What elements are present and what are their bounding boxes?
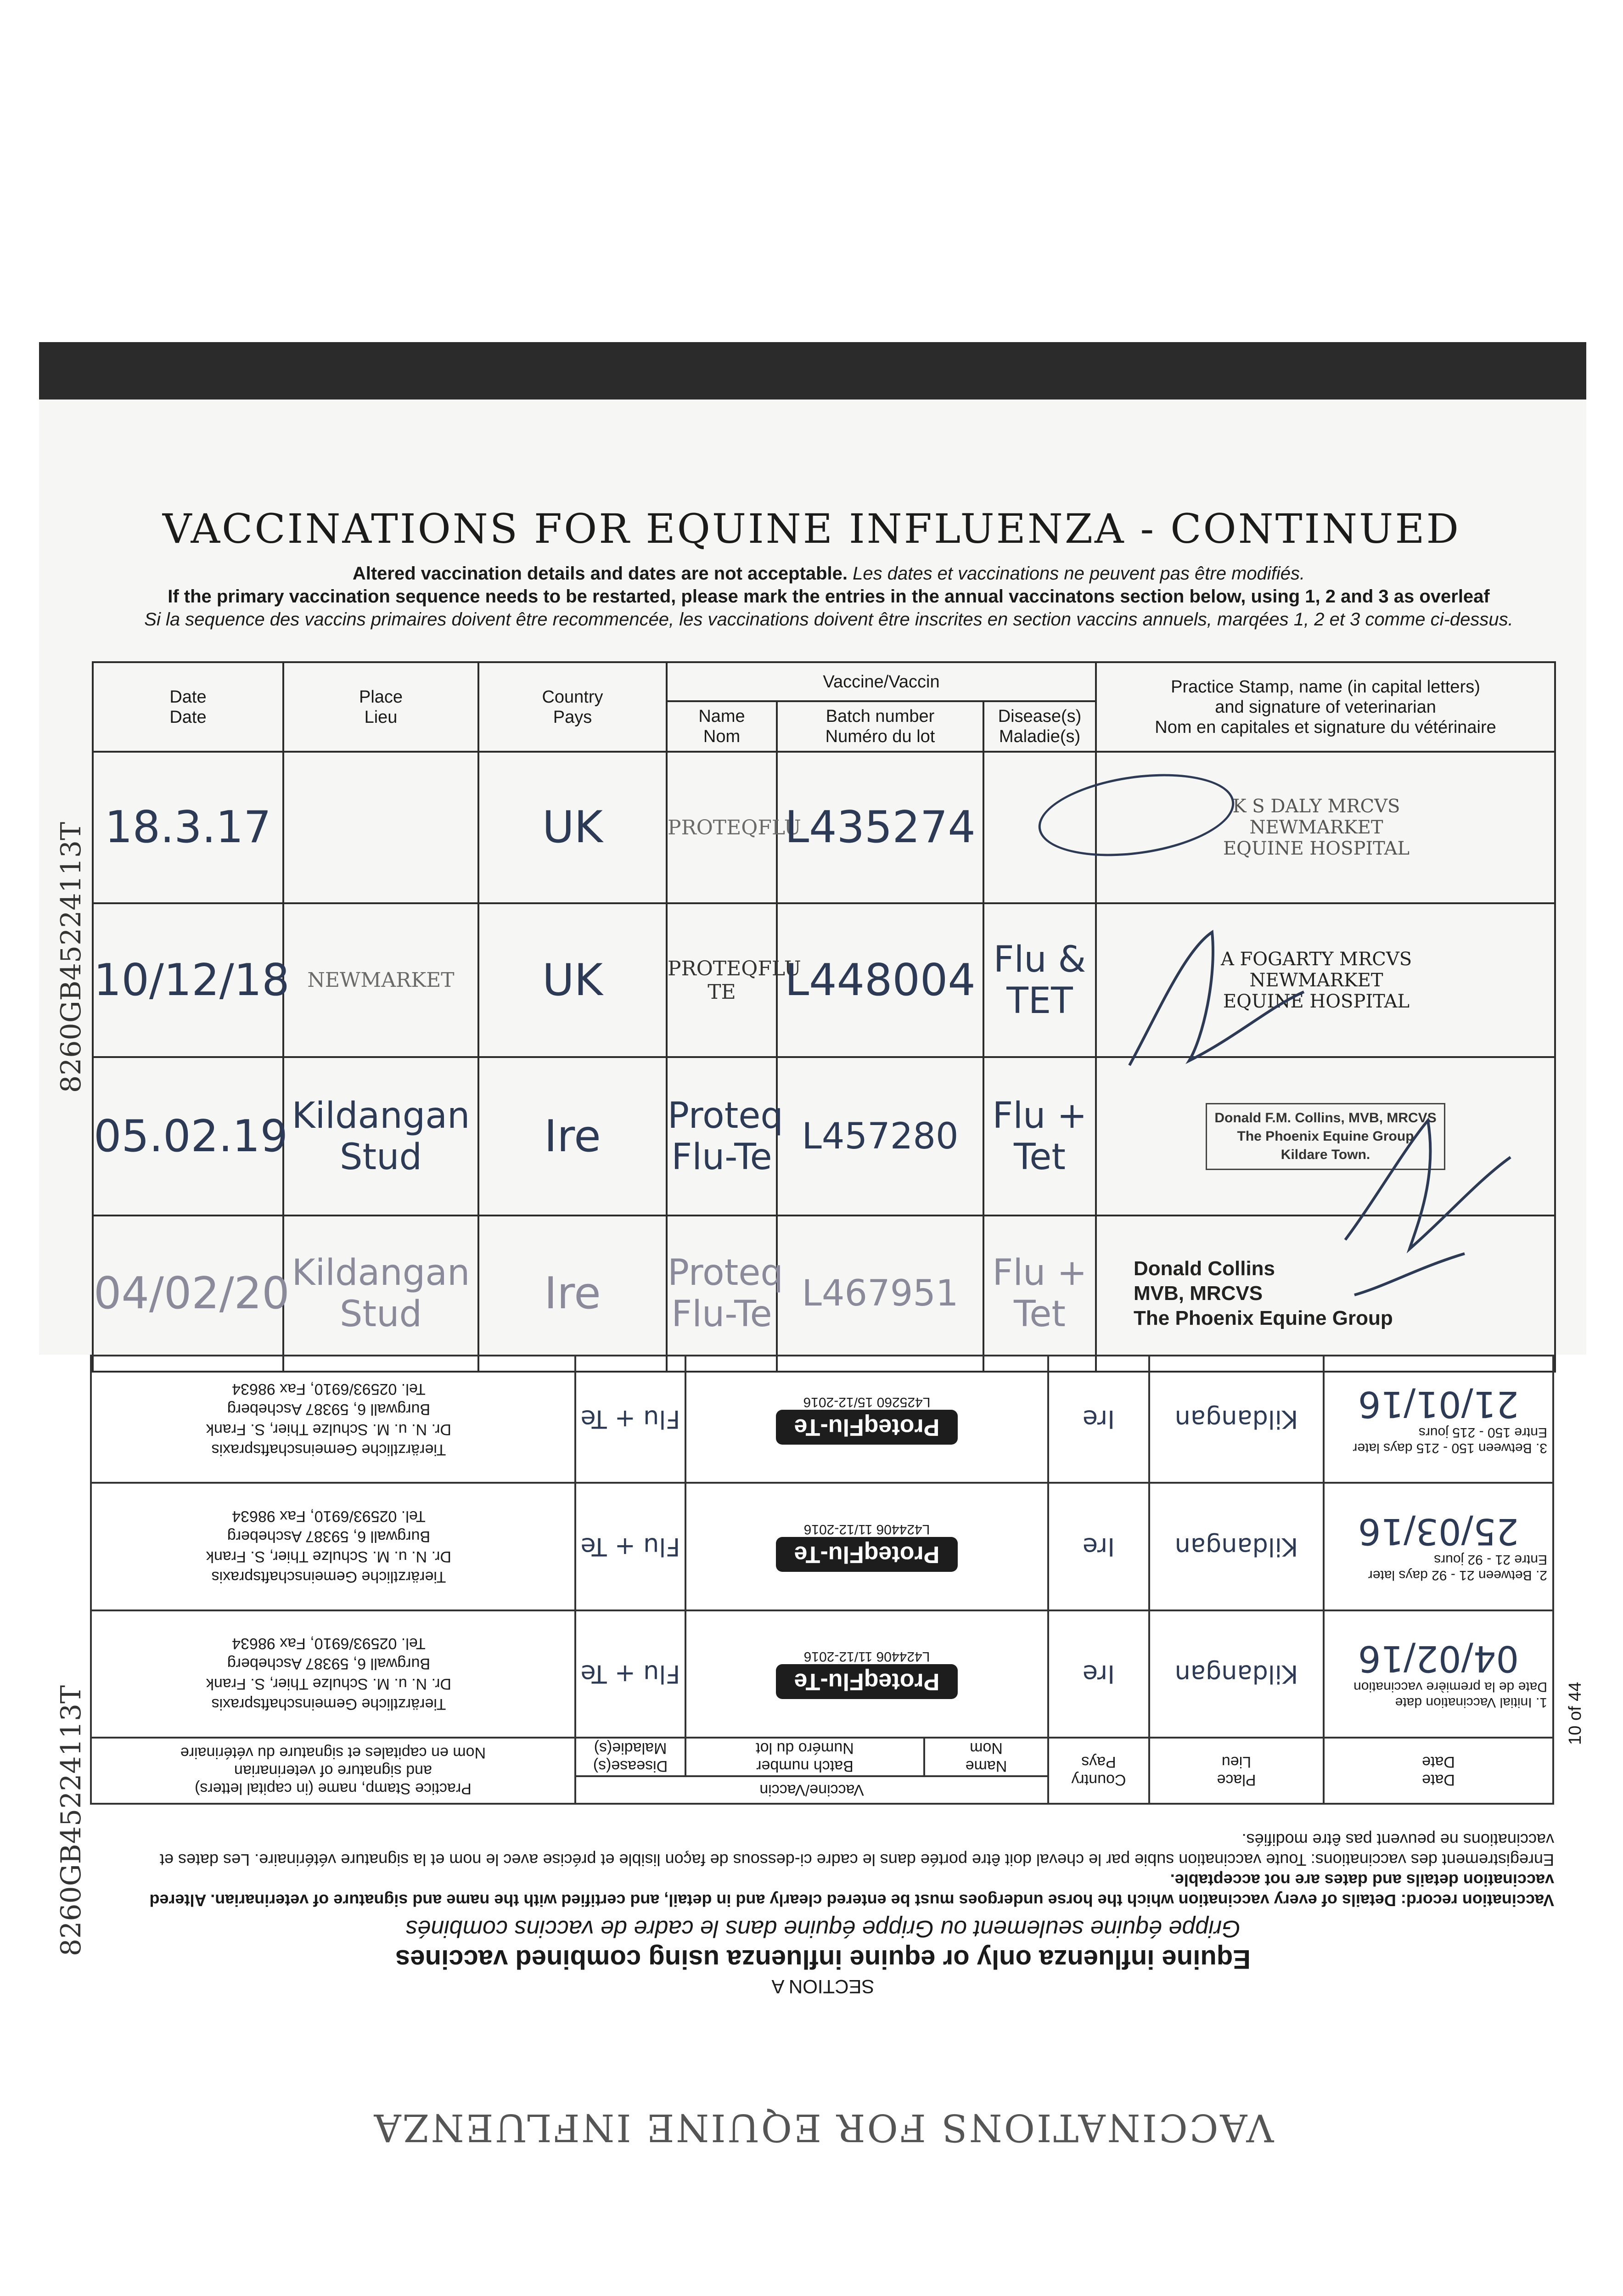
- cell-date: 10/12/18: [93, 903, 283, 1057]
- cell-vaccine: [685, 1610, 1048, 1738]
- batch-sticker: L425260 15/12-2016: [803, 1394, 931, 1410]
- col-stamp: Practice Stamp, name (in capital letters) and signature of veterinarian Nom en capitales et signature du vétérinaire: [91, 1738, 575, 1804]
- cell-vaccine-name: Proteq Flu-Te: [667, 1216, 777, 1372]
- cell-place: Kildangan Stud: [283, 1216, 478, 1372]
- cell-place: Kildangan Stud: [283, 1057, 478, 1216]
- cell-country: Ire: [1048, 1610, 1149, 1738]
- section-heading: Equine influenza only or equine influenza using combined vaccines: [395, 1944, 1251, 1974]
- cell-place: Kildangan: [1149, 1483, 1324, 1610]
- cell-disease: Flu & TET: [983, 903, 1096, 1057]
- col-batch: Batch number Numéro du lot: [685, 1738, 924, 1776]
- section-label: SECTION A: [771, 1976, 875, 1998]
- side-code-lower: 8260GB45224113T: [55, 1685, 87, 1956]
- record-note-en: Vaccination record: Details of every vaccination which the horse undergoes must be entered clearly and in detail, and certified with the name and signature of veterinarian. Altered vaccination details and dates are not acceptable.: [149, 1871, 1554, 1910]
- cell-disease: Flu + Tet: [983, 1216, 1096, 1372]
- cell-date: 1. Initial Vaccination date Date de la première vaccination 04/02/16: [1324, 1610, 1553, 1738]
- batch-sticker: L424406 11/12-2016: [803, 1522, 930, 1537]
- proteq-label: ProteqFlu-Te: [776, 1664, 958, 1699]
- cell-vaccine: [685, 1483, 1048, 1610]
- proteq-label: ProteqFlu-Te: [776, 1410, 958, 1445]
- batch-sticker: L424406 11/12-2016: [803, 1649, 930, 1665]
- cell-disease: Flu + Te: [575, 1483, 685, 1610]
- cell-place: Kildangan: [1149, 1356, 1324, 1483]
- signature-mark: [1120, 923, 1313, 1075]
- side-code-upper: 8260GB45224113T: [55, 822, 87, 1093]
- cell-disease: Flu + Te: [575, 1356, 685, 1483]
- cell-date: 04/02/20: [93, 1216, 283, 1372]
- vaccination-table: [92, 661, 1556, 1373]
- record-note: [92, 1829, 1554, 1910]
- cell-vaccine-name: PROTEQFLU TE: [667, 903, 777, 1057]
- signature-mark: [1331, 1111, 1524, 1263]
- col-place: Place Lieu: [283, 662, 478, 752]
- col-name: Name Nom: [667, 701, 777, 752]
- cell-place: NEWMARKET: [283, 903, 478, 1057]
- cell-country: Ire: [478, 1216, 667, 1372]
- cell-date: 18.3.17: [93, 752, 283, 903]
- cell-vet-stamp: A FOGARTY MRCVS NEWMARKET EQUINE HOSPITAL: [1096, 903, 1555, 1057]
- section-heading-fr: Grippe équine seulement ou Grippe équine dans le cadre de vaccins combinés: [405, 1915, 1241, 1942]
- signature-mark: [1350, 1249, 1469, 1304]
- col-date: Date Date: [1324, 1738, 1553, 1804]
- col-name: Name Nom: [924, 1738, 1048, 1776]
- col-place: Place Lieu: [1149, 1738, 1324, 1804]
- cell-date: 05.02.19: [93, 1057, 283, 1216]
- col-disease: Disease(s) Maladie(s): [983, 701, 1096, 752]
- altered-note: [106, 563, 1552, 585]
- col-country: Country Pays: [478, 662, 667, 752]
- lower-page-title: VACCINATIONS FOR EQUINE INFLUENZA: [372, 2105, 1274, 2149]
- cell-vet-stamp: Tierärztliche Gemeinschaftspraxis Dr. N. u. M. Schulze Thier, S. Frank Burgwall 6, 59387 Ascheberg Tel. 02593/6910, Fax 98634: [91, 1356, 575, 1483]
- cell-vaccine: [685, 1356, 1048, 1483]
- header-row: [93, 662, 1555, 701]
- cell-country: UK: [478, 903, 667, 1057]
- cell-vet-stamp: K S DALY MRCVS NEWMARKET EQUINE HOSPITAL: [1096, 752, 1555, 903]
- scan-shadow-band: [39, 342, 1586, 400]
- cell-batch: L448004: [777, 903, 983, 1057]
- cell-vaccine-name: Proteq Flu-Te: [667, 1057, 777, 1216]
- col-country: Country Pays: [1048, 1738, 1149, 1804]
- table-row: [91, 1356, 1553, 1483]
- cell-disease: Flu + Te: [575, 1610, 685, 1738]
- header-row: [91, 1776, 1553, 1804]
- cell-country: Ire: [478, 1057, 667, 1216]
- altered-note-fr: Les dates et vaccinations ne peuvent pas être modifiés.: [853, 563, 1305, 584]
- col-date: Date Date: [93, 662, 283, 752]
- restart-note-fr: Si la sequence des vaccins primaires doivent être recommencée, les vaccinations doivent être inscrites en section vaccins annuels, marqées 1, 2 et 3 comme ci-dessus.: [144, 609, 1513, 630]
- cell-batch: L457280: [777, 1057, 983, 1216]
- col-vaccine: Vaccine/Vaccin: [575, 1776, 1048, 1804]
- table-row: [91, 1610, 1553, 1738]
- proteq-label: ProteqFlu-Te: [776, 1537, 958, 1572]
- vet-stamp: Donald F.M. Collins, MVB, MRCVS The Phoenix Equine Group Kildare Town.: [1206, 1103, 1445, 1170]
- cell-country: UK: [478, 752, 667, 903]
- cell-disease: Flu + Tet: [983, 1057, 1096, 1216]
- initial-vaccination-table: [90, 1355, 1554, 1805]
- record-note-fr: Enregistrement des vaccinations: Toute vaccination subie par le cheval doit être portée dans le cadre ci-dessous de façon lisible et précise avec le nom et la signature vétérinaire. Les dates et vaccinations ne peuvent pas être modifiés.: [159, 1830, 1554, 1869]
- col-batch: Batch number Numéro du lot: [777, 701, 983, 752]
- altered-note-en: Altered vaccination details and dates are not acceptable.: [352, 563, 848, 584]
- table-row: [93, 903, 1555, 1057]
- vet-stamp: Donald Collins MVB, MRCVS The Phoenix Equine Group: [1134, 1257, 1393, 1329]
- cell-batch: L467951: [777, 1216, 983, 1372]
- lower-page-inverted: [92, 1355, 1554, 1998]
- cell-date: 3. Between 150 - 215 days later Entre 150 - 215 jours 21/01/16: [1324, 1356, 1553, 1483]
- col-stamp: Practice Stamp, name (in capital letters) and signature of veterinarian Nom en capitales et signature du vétérinaire: [1096, 662, 1555, 752]
- cell-vaccine-name: PROTEQFLU: [667, 752, 777, 903]
- cell-date: 2. Between 21 - 92 days later Entre 21 - 92 jours 25/03/16: [1324, 1483, 1553, 1610]
- table-row: [93, 752, 1555, 903]
- cell-batch: L435274: [777, 752, 983, 903]
- cell-country: Ire: [1048, 1483, 1149, 1610]
- cell-vet-stamp: Tierärztliche Gemeinschaftspraxis Dr. N. u. M. Schulze Thier, S. Frank Burgwall 6, 59387 Ascheberg Tel. 02593/6910, Fax 98634: [91, 1483, 575, 1610]
- cell-place: [283, 752, 478, 903]
- page-number: 10 of 44: [1566, 1682, 1585, 1745]
- restart-note-en: If the primary vaccination sequence needs to be restarted, please mark the entries in the annual vaccinatons section below, using 1, 2 and 3 as overleaf: [168, 586, 1490, 607]
- col-disease: Disease(s) Maladie(s): [575, 1738, 685, 1776]
- page-title: VACCINATIONS FOR EQUINE INFLUENZA - CONTINUED: [162, 505, 1461, 552]
- cell-country: Ire: [1048, 1356, 1149, 1483]
- table-row: [91, 1483, 1553, 1610]
- cell-vet-stamp: Tierärztliche Gemeinschaftspraxis Dr. N. u. M. Schulze Thier, S. Frank Burgwall 6, 59387 Ascheberg Tel. 02593/6910, Fax 98634: [91, 1610, 575, 1738]
- col-vaccine: Vaccine/Vaccin: [667, 662, 1096, 701]
- cell-place: Kildangan: [1149, 1610, 1324, 1738]
